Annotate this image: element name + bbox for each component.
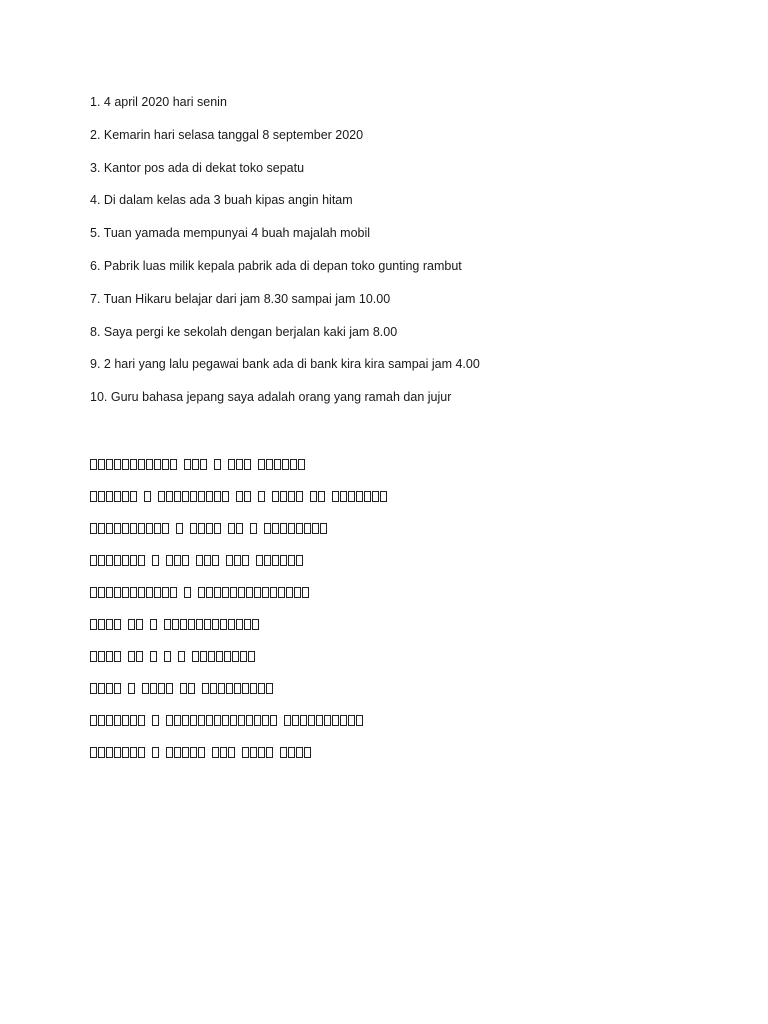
missing-glyph-box bbox=[98, 587, 105, 598]
missing-glyph-box bbox=[278, 587, 285, 598]
missing-glyph-box bbox=[222, 715, 229, 726]
missing-glyph-box bbox=[122, 555, 129, 566]
missing-glyph-box bbox=[214, 491, 221, 502]
missing-glyph-box bbox=[308, 715, 315, 726]
missing-glyph-box bbox=[304, 523, 311, 534]
missing-glyph-box bbox=[332, 491, 339, 502]
missing-glyph-box bbox=[220, 747, 227, 758]
missing-glyph-box bbox=[90, 555, 97, 566]
missing-glyph-box bbox=[114, 747, 121, 758]
missing-glyph-box bbox=[138, 523, 145, 534]
missing-glyph-box bbox=[206, 491, 213, 502]
missing-glyph-box bbox=[280, 491, 287, 502]
missing-glyph-box bbox=[166, 715, 173, 726]
missing-glyph-box bbox=[340, 491, 347, 502]
missing-glyph-box bbox=[208, 651, 215, 662]
missing-glyph-box bbox=[98, 523, 105, 534]
missing-glyph-box bbox=[138, 555, 145, 566]
missing-glyph-box bbox=[162, 459, 169, 470]
missing-glyph-box bbox=[122, 747, 129, 758]
missing-glyph-box bbox=[200, 459, 207, 470]
missing-glyph-box bbox=[182, 555, 189, 566]
missing-glyph-box bbox=[106, 555, 113, 566]
missing-glyph-box bbox=[242, 555, 249, 566]
unrendered-text-line bbox=[90, 614, 388, 634]
missing-glyph-box bbox=[166, 747, 173, 758]
missing-glyph-box bbox=[90, 747, 97, 758]
unrendered-text-line bbox=[90, 454, 388, 474]
missing-glyph-box bbox=[162, 523, 169, 534]
missing-glyph-box bbox=[114, 651, 121, 662]
missing-glyph-box bbox=[166, 683, 173, 694]
missing-glyph-box bbox=[170, 587, 177, 598]
missing-glyph-box bbox=[280, 523, 287, 534]
missing-glyph-box bbox=[234, 555, 241, 566]
missing-glyph-box bbox=[270, 715, 277, 726]
missing-glyph-box bbox=[164, 619, 171, 630]
missing-glyph-box bbox=[232, 651, 239, 662]
missing-glyph-box bbox=[106, 619, 113, 630]
missing-glyph-box bbox=[300, 715, 307, 726]
missing-glyph-box bbox=[214, 523, 221, 534]
missing-glyph-box bbox=[154, 523, 161, 534]
missing-glyph-box bbox=[174, 715, 181, 726]
missing-glyph-box bbox=[138, 747, 145, 758]
sentence-item: 5. Tuan yamada mempunyai 4 buah majalah mobil bbox=[90, 226, 371, 241]
missing-glyph-box bbox=[312, 523, 319, 534]
missing-glyph-box bbox=[158, 683, 165, 694]
missing-glyph-box bbox=[196, 619, 203, 630]
missing-glyph-box bbox=[288, 747, 295, 758]
missing-glyph-box bbox=[136, 619, 143, 630]
missing-glyph-box bbox=[182, 747, 189, 758]
missing-glyph-box bbox=[150, 651, 157, 662]
unrendered-text-line bbox=[90, 710, 388, 730]
missing-glyph-box bbox=[214, 715, 221, 726]
missing-glyph-box bbox=[296, 523, 303, 534]
missing-glyph-box bbox=[90, 683, 97, 694]
missing-glyph-box bbox=[274, 459, 281, 470]
sentence-item: 1. 4 april 2020 hari senin bbox=[90, 95, 227, 109]
missing-glyph-box bbox=[236, 491, 243, 502]
missing-glyph-box bbox=[170, 459, 177, 470]
missing-glyph-box bbox=[364, 491, 371, 502]
missing-glyph-box bbox=[236, 459, 243, 470]
missing-glyph-box bbox=[214, 459, 221, 470]
missing-glyph-box bbox=[242, 747, 249, 758]
missing-glyph-box bbox=[146, 459, 153, 470]
missing-glyph-box bbox=[262, 715, 269, 726]
missing-glyph-box bbox=[258, 747, 265, 758]
sentence-item: 9. 2 hari yang lalu pegawai bank ada di bank kira kira sampai jam 4.00 bbox=[90, 357, 480, 372]
missing-glyph-box bbox=[266, 683, 273, 694]
missing-glyph-box bbox=[154, 459, 161, 470]
missing-glyph-box bbox=[114, 555, 121, 566]
sentence-item: 4. Di dalam kelas ada 3 buah kipas angin hitam bbox=[90, 193, 353, 208]
missing-glyph-box bbox=[324, 715, 331, 726]
missing-glyph-box bbox=[222, 491, 229, 502]
missing-glyph-box bbox=[142, 683, 149, 694]
missing-glyph-box bbox=[270, 587, 277, 598]
missing-glyph-box bbox=[106, 683, 113, 694]
missing-glyph-box bbox=[244, 459, 251, 470]
missing-glyph-box bbox=[380, 491, 387, 502]
missing-glyph-box bbox=[192, 651, 199, 662]
unrendered-text-line bbox=[90, 742, 388, 762]
missing-glyph-box bbox=[114, 491, 121, 502]
missing-glyph-box bbox=[144, 491, 151, 502]
sentence-item: 7. Tuan Hikaru belajar dari jam 8.30 sampai jam 10.00 bbox=[90, 291, 391, 306]
missing-glyph-box bbox=[262, 587, 269, 598]
missing-glyph-box bbox=[226, 555, 233, 566]
missing-glyph-box bbox=[180, 619, 187, 630]
missing-glyph-box bbox=[250, 747, 257, 758]
missing-glyph-box bbox=[264, 523, 271, 534]
missing-glyph-box bbox=[90, 491, 97, 502]
missing-glyph-box bbox=[206, 715, 213, 726]
missing-glyph-box bbox=[146, 587, 153, 598]
missing-glyph-box bbox=[184, 587, 191, 598]
missing-glyph-box bbox=[282, 459, 289, 470]
missing-glyph-box bbox=[122, 491, 129, 502]
missing-glyph-box bbox=[98, 459, 105, 470]
missing-glyph-box bbox=[154, 587, 161, 598]
indonesian-sentence-list bbox=[90, 92, 480, 420]
missing-glyph-box bbox=[280, 555, 287, 566]
missing-glyph-box bbox=[130, 491, 137, 502]
missing-glyph-box bbox=[258, 459, 265, 470]
missing-glyph-box bbox=[298, 459, 305, 470]
missing-glyph-box bbox=[316, 715, 323, 726]
missing-glyph-box bbox=[152, 555, 159, 566]
missing-glyph-box bbox=[98, 651, 105, 662]
missing-glyph-box bbox=[146, 523, 153, 534]
missing-glyph-box bbox=[206, 523, 213, 534]
missing-glyph-box bbox=[356, 715, 363, 726]
missing-glyph-box bbox=[206, 587, 213, 598]
missing-glyph-box bbox=[184, 459, 191, 470]
missing-glyph-box bbox=[224, 651, 231, 662]
missing-glyph-box bbox=[190, 491, 197, 502]
missing-glyph-box bbox=[372, 491, 379, 502]
unrendered-glyph-list bbox=[90, 454, 388, 774]
sentence-item: 3. Kantor pos ada di dekat toko sepatu bbox=[90, 160, 305, 175]
missing-glyph-box bbox=[180, 683, 187, 694]
missing-glyph-box bbox=[90, 619, 97, 630]
missing-glyph-box bbox=[90, 523, 97, 534]
missing-glyph-box bbox=[246, 587, 253, 598]
missing-glyph-box bbox=[114, 523, 121, 534]
missing-glyph-box bbox=[130, 459, 137, 470]
missing-glyph-box bbox=[122, 523, 129, 534]
missing-glyph-box bbox=[222, 587, 229, 598]
missing-glyph-box bbox=[150, 619, 157, 630]
missing-glyph-box bbox=[166, 555, 173, 566]
missing-glyph-box bbox=[228, 459, 235, 470]
missing-glyph-box bbox=[250, 683, 257, 694]
missing-glyph-box bbox=[122, 587, 129, 598]
missing-glyph-box bbox=[114, 715, 121, 726]
missing-glyph-box bbox=[286, 587, 293, 598]
missing-glyph-box bbox=[348, 491, 355, 502]
missing-glyph-box bbox=[228, 523, 235, 534]
missing-glyph-box bbox=[178, 651, 185, 662]
missing-glyph-box bbox=[266, 747, 273, 758]
missing-glyph-box bbox=[106, 651, 113, 662]
missing-glyph-box bbox=[98, 683, 105, 694]
missing-glyph-box bbox=[98, 491, 105, 502]
missing-glyph-box bbox=[106, 523, 113, 534]
missing-glyph-box bbox=[130, 747, 137, 758]
missing-glyph-box bbox=[174, 555, 181, 566]
missing-glyph-box bbox=[130, 523, 137, 534]
missing-glyph-box bbox=[98, 715, 105, 726]
missing-glyph-box bbox=[130, 555, 137, 566]
missing-glyph-box bbox=[212, 619, 219, 630]
missing-glyph-box bbox=[332, 715, 339, 726]
unrendered-text-line bbox=[90, 550, 388, 570]
missing-glyph-box bbox=[198, 523, 205, 534]
missing-glyph-box bbox=[228, 747, 235, 758]
missing-glyph-box bbox=[190, 523, 197, 534]
missing-glyph-box bbox=[252, 619, 259, 630]
missing-glyph-box bbox=[128, 619, 135, 630]
missing-glyph-box bbox=[246, 715, 253, 726]
missing-glyph-box bbox=[188, 619, 195, 630]
missing-glyph-box bbox=[242, 683, 249, 694]
missing-glyph-box bbox=[296, 555, 303, 566]
missing-glyph-box bbox=[114, 459, 121, 470]
missing-glyph-box bbox=[302, 587, 309, 598]
missing-glyph-box bbox=[90, 587, 97, 598]
missing-glyph-box bbox=[256, 555, 263, 566]
missing-glyph-box bbox=[212, 747, 219, 758]
missing-glyph-box bbox=[98, 619, 105, 630]
missing-glyph-box bbox=[204, 619, 211, 630]
missing-glyph-box bbox=[216, 651, 223, 662]
missing-glyph-box bbox=[158, 491, 165, 502]
missing-glyph-box bbox=[304, 747, 311, 758]
missing-glyph-box bbox=[272, 555, 279, 566]
sentence-item: 8. Saya pergi ke sekolah dengan berjalan kaki jam 8.00 bbox=[90, 324, 398, 339]
missing-glyph-box bbox=[138, 715, 145, 726]
unrendered-text-line bbox=[90, 518, 388, 538]
missing-glyph-box bbox=[136, 651, 143, 662]
missing-glyph-box bbox=[90, 651, 97, 662]
missing-glyph-box bbox=[114, 683, 121, 694]
missing-glyph-box bbox=[152, 715, 159, 726]
missing-glyph-box bbox=[122, 715, 129, 726]
missing-glyph-box bbox=[130, 715, 137, 726]
missing-glyph-box bbox=[218, 683, 225, 694]
missing-glyph-box bbox=[248, 651, 255, 662]
missing-glyph-box bbox=[288, 523, 295, 534]
missing-glyph-box bbox=[340, 715, 347, 726]
unrendered-text-line bbox=[90, 582, 388, 602]
missing-glyph-box bbox=[202, 683, 209, 694]
missing-glyph-box bbox=[288, 555, 295, 566]
missing-glyph-box bbox=[174, 491, 181, 502]
missing-glyph-box bbox=[128, 651, 135, 662]
missing-glyph-box bbox=[280, 747, 287, 758]
missing-glyph-box bbox=[130, 587, 137, 598]
missing-glyph-box bbox=[244, 619, 251, 630]
missing-glyph-box bbox=[266, 459, 273, 470]
missing-glyph-box bbox=[348, 715, 355, 726]
missing-glyph-box bbox=[238, 587, 245, 598]
missing-glyph-box bbox=[166, 491, 173, 502]
missing-glyph-box bbox=[310, 491, 317, 502]
missing-glyph-box bbox=[198, 587, 205, 598]
missing-glyph-box bbox=[236, 619, 243, 630]
missing-glyph-box bbox=[226, 683, 233, 694]
missing-glyph-box bbox=[162, 587, 169, 598]
missing-glyph-box bbox=[98, 555, 105, 566]
missing-glyph-box bbox=[318, 491, 325, 502]
missing-glyph-box bbox=[152, 747, 159, 758]
missing-glyph-box bbox=[164, 651, 171, 662]
missing-glyph-box bbox=[250, 523, 257, 534]
missing-glyph-box bbox=[192, 459, 199, 470]
missing-glyph-box bbox=[138, 459, 145, 470]
missing-glyph-box bbox=[296, 747, 303, 758]
missing-glyph-box bbox=[254, 715, 261, 726]
missing-glyph-box bbox=[90, 459, 97, 470]
missing-glyph-box bbox=[138, 587, 145, 598]
missing-glyph-box bbox=[258, 491, 265, 502]
sentence-item: 2. Kemarin hari selasa tanggal 8 september 2020 bbox=[90, 127, 364, 142]
missing-glyph-box bbox=[188, 683, 195, 694]
missing-glyph-box bbox=[210, 683, 217, 694]
missing-glyph-box bbox=[190, 747, 197, 758]
missing-glyph-box bbox=[254, 587, 261, 598]
missing-glyph-box bbox=[258, 683, 265, 694]
missing-glyph-box bbox=[284, 715, 291, 726]
missing-glyph-box bbox=[114, 619, 121, 630]
missing-glyph-box bbox=[220, 619, 227, 630]
missing-glyph-box bbox=[272, 523, 279, 534]
missing-glyph-box bbox=[234, 683, 241, 694]
missing-glyph-box bbox=[290, 459, 297, 470]
missing-glyph-box bbox=[106, 587, 113, 598]
sentence-item: 10. Guru bahasa jepang saya adalah orang yang ramah dan jujur bbox=[90, 390, 452, 405]
missing-glyph-box bbox=[214, 587, 221, 598]
missing-glyph-box bbox=[320, 523, 327, 534]
missing-glyph-box bbox=[288, 491, 295, 502]
missing-glyph-box bbox=[106, 459, 113, 470]
missing-glyph-box bbox=[128, 683, 135, 694]
missing-glyph-box bbox=[356, 491, 363, 502]
missing-glyph-box bbox=[98, 747, 105, 758]
missing-glyph-box bbox=[204, 555, 211, 566]
missing-glyph-box bbox=[272, 491, 279, 502]
missing-glyph-box bbox=[122, 459, 129, 470]
missing-glyph-box bbox=[230, 587, 237, 598]
missing-glyph-box bbox=[200, 651, 207, 662]
missing-glyph-box bbox=[198, 747, 205, 758]
missing-glyph-box bbox=[240, 651, 247, 662]
missing-glyph-box bbox=[106, 715, 113, 726]
missing-glyph-box bbox=[264, 555, 271, 566]
missing-glyph-box bbox=[196, 555, 203, 566]
missing-glyph-box bbox=[230, 715, 237, 726]
missing-glyph-box bbox=[292, 715, 299, 726]
missing-glyph-box bbox=[228, 619, 235, 630]
missing-glyph-box bbox=[174, 747, 181, 758]
missing-glyph-box bbox=[236, 523, 243, 534]
unrendered-text-line bbox=[90, 486, 388, 506]
unrendered-text-line bbox=[90, 678, 388, 698]
missing-glyph-box bbox=[182, 491, 189, 502]
missing-glyph-box bbox=[150, 683, 157, 694]
sentence-item: 6. Pabrik luas milik kepala pabrik ada di depan toko gunting rambut bbox=[90, 258, 462, 273]
missing-glyph-box bbox=[106, 747, 113, 758]
missing-glyph-box bbox=[212, 555, 219, 566]
missing-glyph-box bbox=[198, 491, 205, 502]
missing-glyph-box bbox=[294, 587, 301, 598]
missing-glyph-box bbox=[106, 491, 113, 502]
missing-glyph-box bbox=[238, 715, 245, 726]
missing-glyph-box bbox=[244, 491, 251, 502]
missing-glyph-box bbox=[296, 491, 303, 502]
missing-glyph-box bbox=[172, 619, 179, 630]
unrendered-text-line bbox=[90, 646, 388, 666]
missing-glyph-box bbox=[90, 715, 97, 726]
missing-glyph-box bbox=[198, 715, 205, 726]
missing-glyph-box bbox=[114, 587, 121, 598]
missing-glyph-box bbox=[190, 715, 197, 726]
missing-glyph-box bbox=[176, 523, 183, 534]
missing-glyph-box bbox=[182, 715, 189, 726]
